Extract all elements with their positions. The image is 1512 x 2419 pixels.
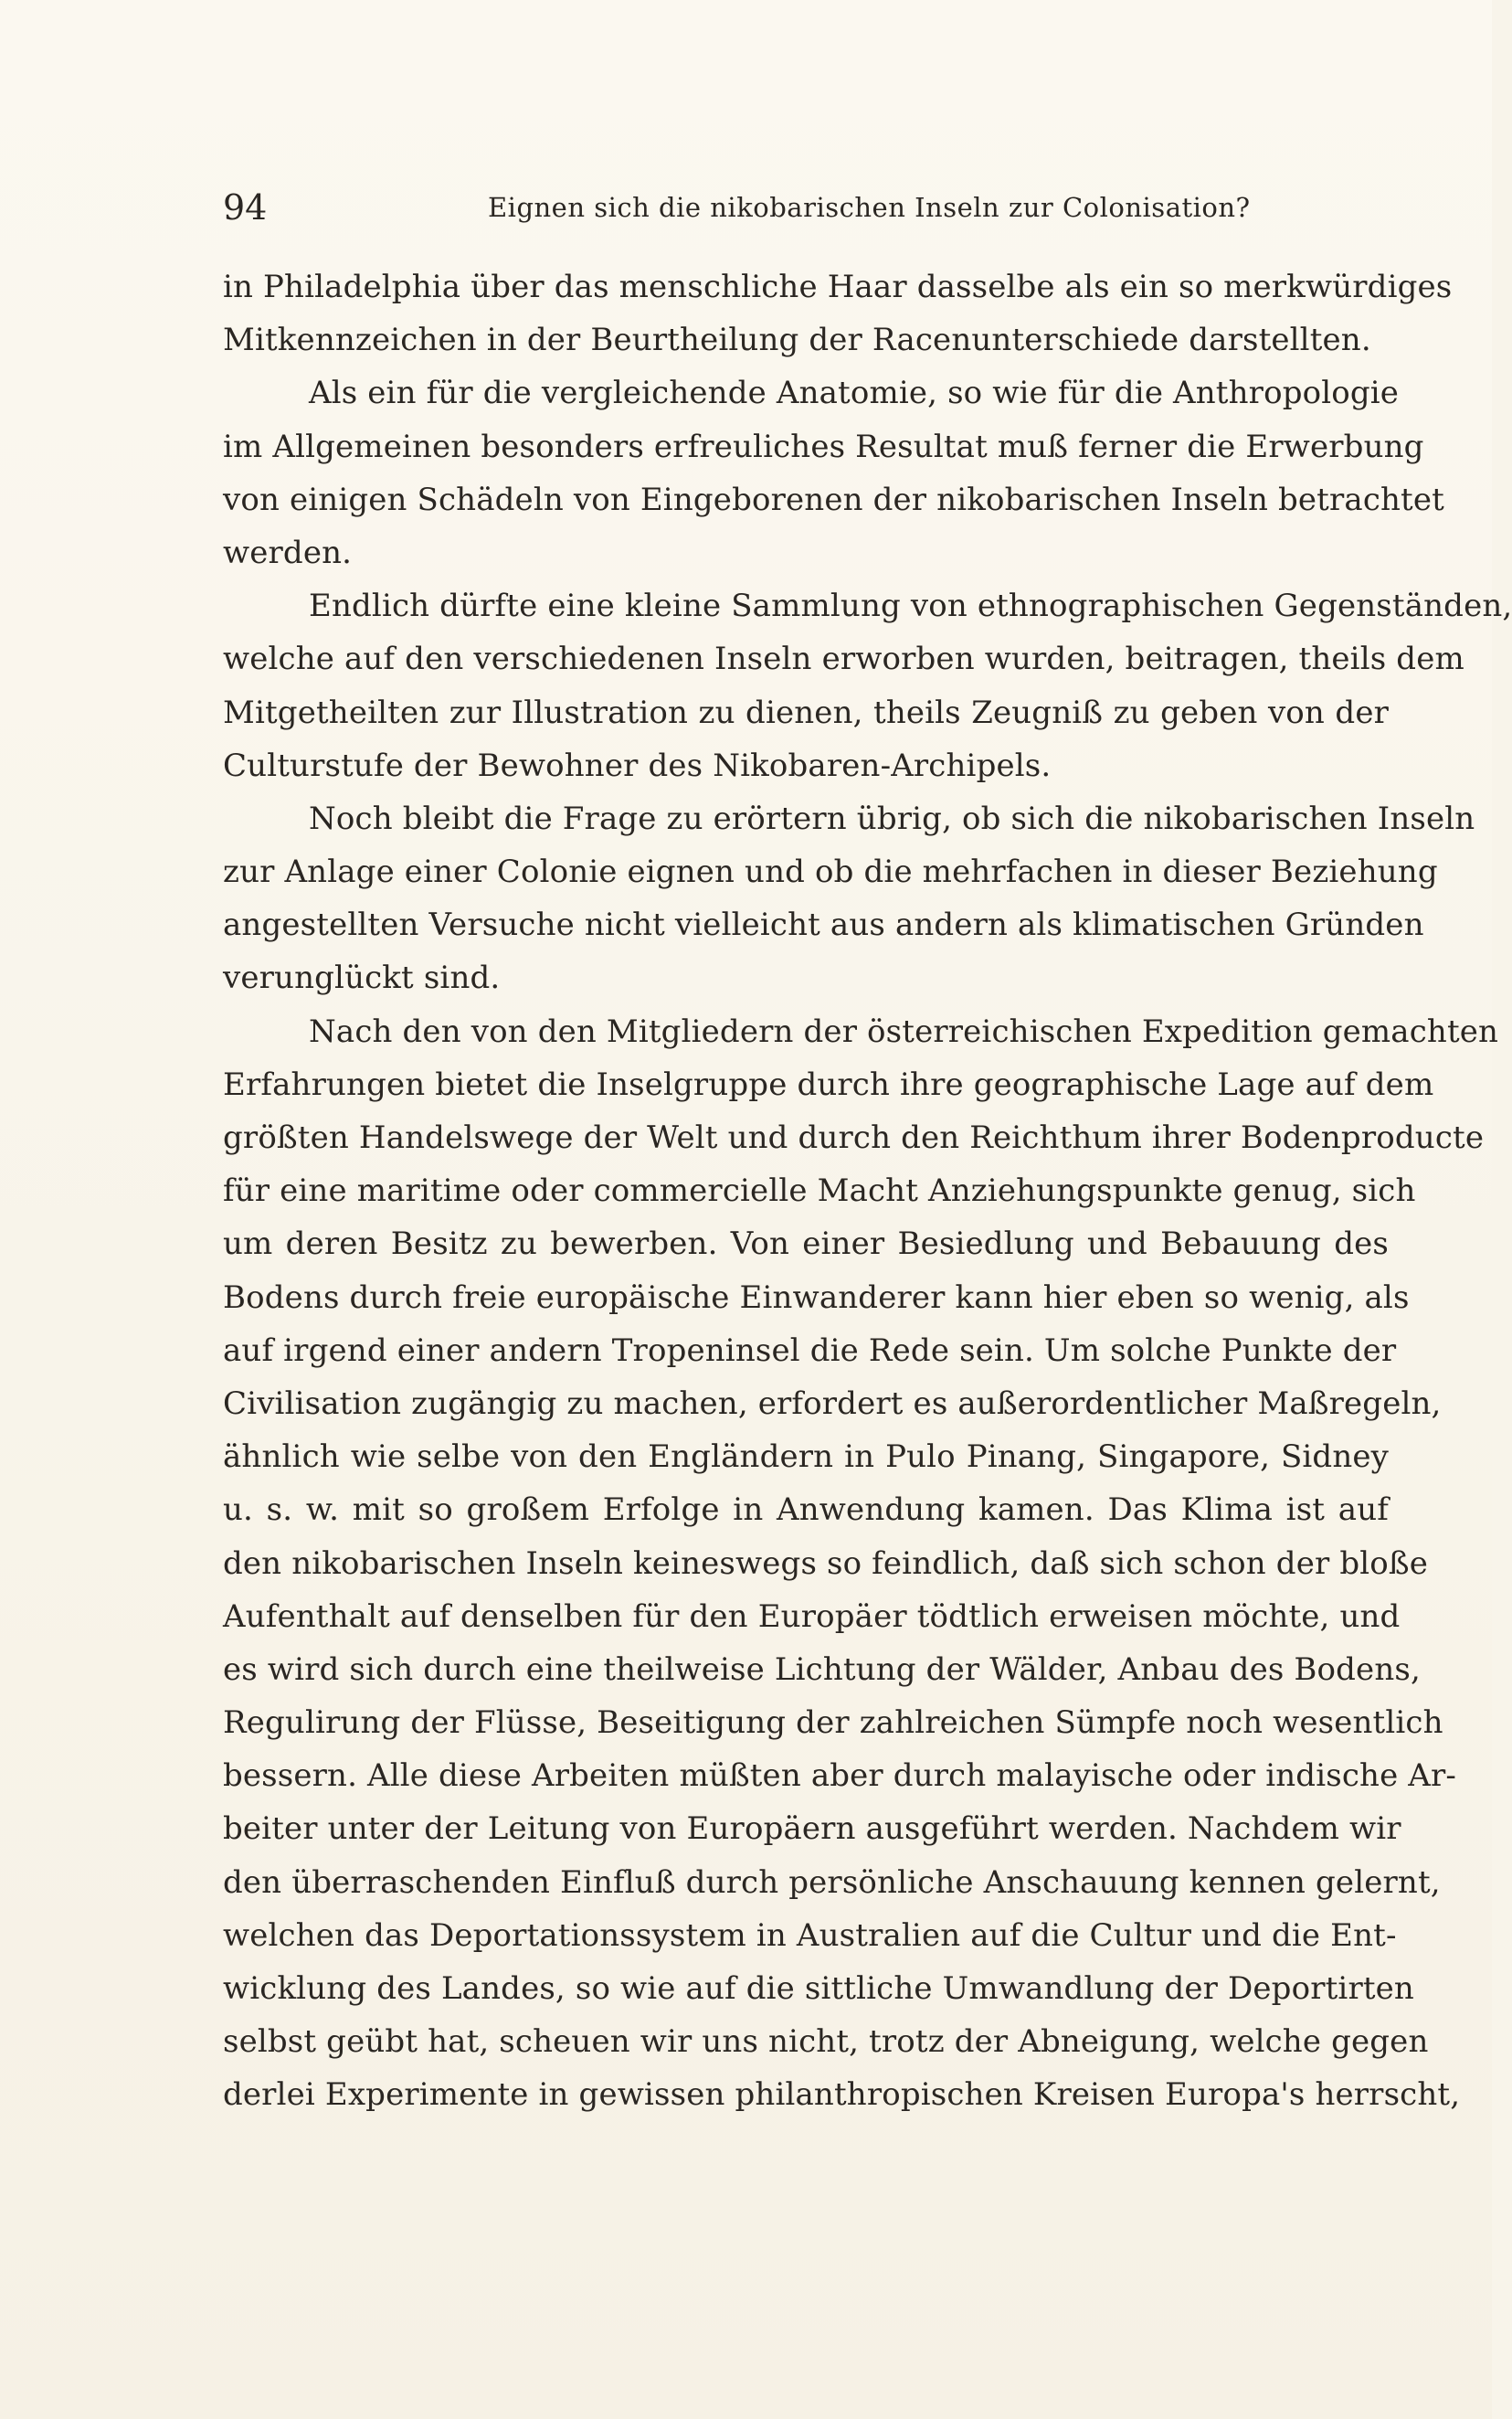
text-line: auf irgend einer andern Tropeninsel die Rede sein. Um solche Punkte der (223, 1332, 1397, 1369)
text-line: angestellten Versuche nicht vielleicht aus andern als klimatischen Gründen (223, 907, 1424, 944)
text-line: den nikobarischen Inseln keineswegs so feindlich, daß sich schon der bloße (223, 1544, 1429, 1582)
text-line: in Philadelphia über das menschliche Haar dasselbe als ein so merkwürdiges (223, 269, 1453, 305)
text-line: Als ein für die vergleichende Anatomie, so wie für die Anthropologie (309, 375, 1400, 412)
text-line: Nach den von den Mitgliedern der österreichischen Expedition gemachten (309, 1013, 1499, 1050)
text-line: ähnlich wie selbe von den Engländern in Pulo Pinang, Singapore, Sidney (223, 1438, 1389, 1476)
text-line: Noch bleibt die Frage zu erörtern übrig, ob sich die nikobarischen Inseln (309, 800, 1475, 837)
text-line: den überraschenden Einfluß durch persönliche Anschauung kennen gelernt, (223, 1863, 1441, 1901)
text-line: bessern. Alle diese Arbeiten müßten aber durch malayische oder indische Ar- (223, 1757, 1457, 1795)
text-line: zur Anlage einer Colonie eignen und ob die mehrfachen in dieser Beziehung (223, 854, 1438, 891)
text-line: um deren Besitz zu bewerben. Von einer Besiedlung und Bebauung des (223, 1225, 1389, 1263)
text-line: derlei Experimente in gewissen philanthropischen Kreisen Europa's herrscht, (223, 2076, 1461, 2114)
text-line: verunglückt sind. (223, 960, 501, 997)
text-line: Culturstufe der Bewohner des Nikobaren-Archipels. (223, 747, 1052, 784)
text-line: Bodens durch freie europäische Einwanderer kann hier eben so wenig, als (223, 1278, 1410, 1316)
text-line: Regulirung der Flüsse, Beseitigung der zahlreichen Sümpfe noch wesentlich (223, 1704, 1443, 1742)
text-line: wicklung des Landes, so wie auf die sittliche Umwandlung der Deportirten (223, 1970, 1414, 2007)
text-line: größten Handelswege der Welt und durch den Reichthum ihrer Bodenproducte (223, 1119, 1485, 1156)
running-title: Eignen sich die nikobarischen Inseln zur Colonisation? (488, 192, 1251, 223)
page-number: 94 (223, 187, 268, 228)
text-line: Erfahrungen bietet die Inselgruppe durch ihre geographische Lage auf dem (223, 1066, 1434, 1103)
text-line: beiter unter der Leitung von Europäern ausgeführt werden. Nachdem wir (223, 1810, 1401, 1848)
text-line: selbst geübt hat, scheuen wir uns nicht, trotz der Abneigung, welche gegen (223, 2023, 1429, 2061)
text-line: Endlich dürfte eine kleine Sammlung von ethnographischen Gegenständen, (309, 588, 1512, 625)
text-line: Mitgetheilten zur Illustration zu dienen, theils Zeugniß zu geben von der (223, 694, 1389, 731)
body-text (223, 260, 1512, 2122)
text-line: es wird sich durch eine theilweise Lichtung der Wälder, Anbau des Bodens, (223, 1650, 1421, 1688)
page-header (223, 185, 1251, 230)
text-line: im Allgemeinen besonders erfreuliches Resultat muß ferner die Erwerbung (223, 428, 1424, 465)
text-line: Civilisation zugängig zu machen, erfordert es außerordentlicher Maßregeln, (223, 1385, 1442, 1422)
text-line: u. s. w. mit so großem Erfolge in Anwendung kamen. Das Klima ist auf (223, 1491, 1389, 1529)
text-line: Aufenthalt auf denselben für den Europäer tödtlich erweisen möchte, und (223, 1597, 1401, 1635)
text-line: Mitkennzeichen in der Beurtheilung der Racenunterschiede darstellten. (223, 322, 1371, 359)
text-line: werden. (223, 534, 353, 571)
text-line: von einigen Schädeln von Eingeborenen der nikobarischen Inseln betrachtet (223, 481, 1444, 518)
text-line: für eine maritime oder commercielle Macht Anziehungspunkte genug, sich (223, 1172, 1416, 1210)
text-line: welchen das Deportationssystem in Australien auf die Cultur und die Ent- (223, 1916, 1397, 1954)
text-line: welche auf den verschiedenen Inseln erworben wurden, beitragen, theils dem (223, 641, 1464, 678)
